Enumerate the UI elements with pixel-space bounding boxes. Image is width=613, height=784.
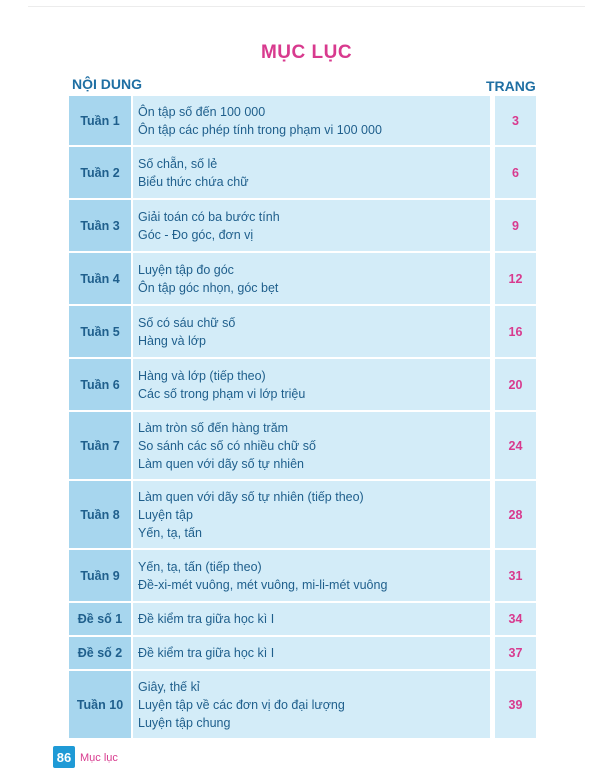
lesson-title: Ôn tập các phép tính trong phạm vi 100 000: [138, 122, 382, 137]
week-label: Tuần 10: [69, 671, 131, 738]
lesson-title: So sánh các số có nhiều chữ số: [138, 438, 316, 453]
lesson-title: Luyện tập chung: [138, 715, 231, 730]
lesson-title: Các số trong phạm vi lớp triệu: [138, 386, 306, 401]
week-label: Đề số 1: [69, 603, 131, 635]
toc-row: [69, 671, 536, 738]
toc-row: [69, 96, 536, 145]
lesson-list: [133, 359, 490, 410]
week-label: Tuần 1: [69, 96, 131, 145]
lesson-title: Giải toán có ba bước tính: [138, 209, 280, 224]
lesson-title: Hàng và lớp (tiếp theo): [138, 368, 266, 383]
lesson-title: Ôn tập góc nhọn, góc bẹt: [138, 280, 279, 295]
lesson-title: Hàng và lớp: [138, 333, 206, 348]
page-number: 6: [495, 147, 536, 198]
week-label: Tuần 7: [69, 412, 131, 479]
top-rule: [28, 6, 585, 7]
page-number: 24: [495, 412, 536, 479]
lesson-title: Đề-xi-mét vuông, mét vuông, mi-li-mét vuông: [138, 577, 388, 592]
lesson-list: [133, 671, 490, 738]
table-of-contents: [69, 96, 536, 740]
week-label: Tuần 6: [69, 359, 131, 410]
page-column-header: TRANG: [486, 78, 536, 94]
week-label: Tuần 8: [69, 481, 131, 548]
lesson-list: [133, 253, 490, 304]
lesson-title: Làm tròn số đến hàng trăm: [138, 420, 289, 435]
week-label: Tuần 3: [69, 200, 131, 251]
week-label: Đề số 2: [69, 637, 131, 669]
content-column-header: NỘI DUNG: [72, 76, 142, 92]
lesson-title: Biểu thức chứa chữ: [138, 174, 249, 189]
lesson-list: [133, 637, 490, 669]
page-number: 34: [495, 603, 536, 635]
week-label: Tuần 5: [69, 306, 131, 357]
toc-row: [69, 603, 536, 635]
week-label: Tuần 9: [69, 550, 131, 601]
week-label: Tuần 2: [69, 147, 131, 198]
lesson-title: Đề kiểm tra giữa học kì I: [138, 646, 275, 660]
lesson-list: [133, 200, 490, 251]
toc-row: [69, 359, 536, 410]
toc-row: [69, 550, 536, 601]
toc-row: [69, 200, 536, 251]
toc-row: [69, 637, 536, 669]
toc-row: [69, 412, 536, 479]
page-number: 39: [495, 671, 536, 738]
page-number: 12: [495, 253, 536, 304]
lesson-title: Số chẵn, số lẻ: [138, 156, 218, 171]
lesson-title: Yến, tạ, tấn: [138, 525, 202, 540]
lesson-title: Luyện tập đo góc: [138, 262, 234, 277]
lesson-list: [133, 481, 490, 548]
page-number: 3: [495, 96, 536, 145]
lesson-list: [133, 550, 490, 601]
lesson-list: [133, 412, 490, 479]
page-number: 16: [495, 306, 536, 357]
page-number: 9: [495, 200, 536, 251]
page-title: MỤC LỤC: [260, 42, 353, 63]
lesson-title: Đề kiểm tra giữa học kì I: [138, 612, 275, 626]
lesson-list: [133, 96, 490, 145]
page-number: 37: [495, 637, 536, 669]
lesson-title: Góc - Đo góc, đơn vị: [138, 227, 254, 242]
lesson-title: Giây, thế kỉ: [138, 679, 200, 694]
lesson-title: Ôn tập số đến 100 000: [138, 104, 266, 119]
toc-row: [69, 481, 536, 548]
lesson-title: Làm quen với dãy số tự nhiên: [138, 456, 304, 471]
toc-row: [69, 253, 536, 304]
toc-row: [69, 306, 536, 357]
page-number-badge: 86: [53, 746, 75, 768]
lesson-list: [133, 603, 490, 635]
lesson-title: Làm quen với dãy số tự nhiên (tiếp theo): [138, 489, 364, 504]
lesson-list: [133, 306, 490, 357]
lesson-title: Số có sáu chữ số: [138, 315, 236, 330]
page-number: 20: [495, 359, 536, 410]
lesson-list: [133, 147, 490, 198]
page-number: 28: [495, 481, 536, 548]
toc-row: [69, 147, 536, 198]
footer-label: Mục lục: [80, 752, 118, 764]
week-label: Tuần 4: [69, 253, 131, 304]
lesson-title: Luyện tập: [138, 507, 193, 522]
lesson-title: Yến, tạ, tấn (tiếp theo): [138, 559, 262, 574]
lesson-title: Luyện tập về các đơn vị đo đại lượng: [138, 697, 345, 712]
page-number: 31: [495, 550, 536, 601]
